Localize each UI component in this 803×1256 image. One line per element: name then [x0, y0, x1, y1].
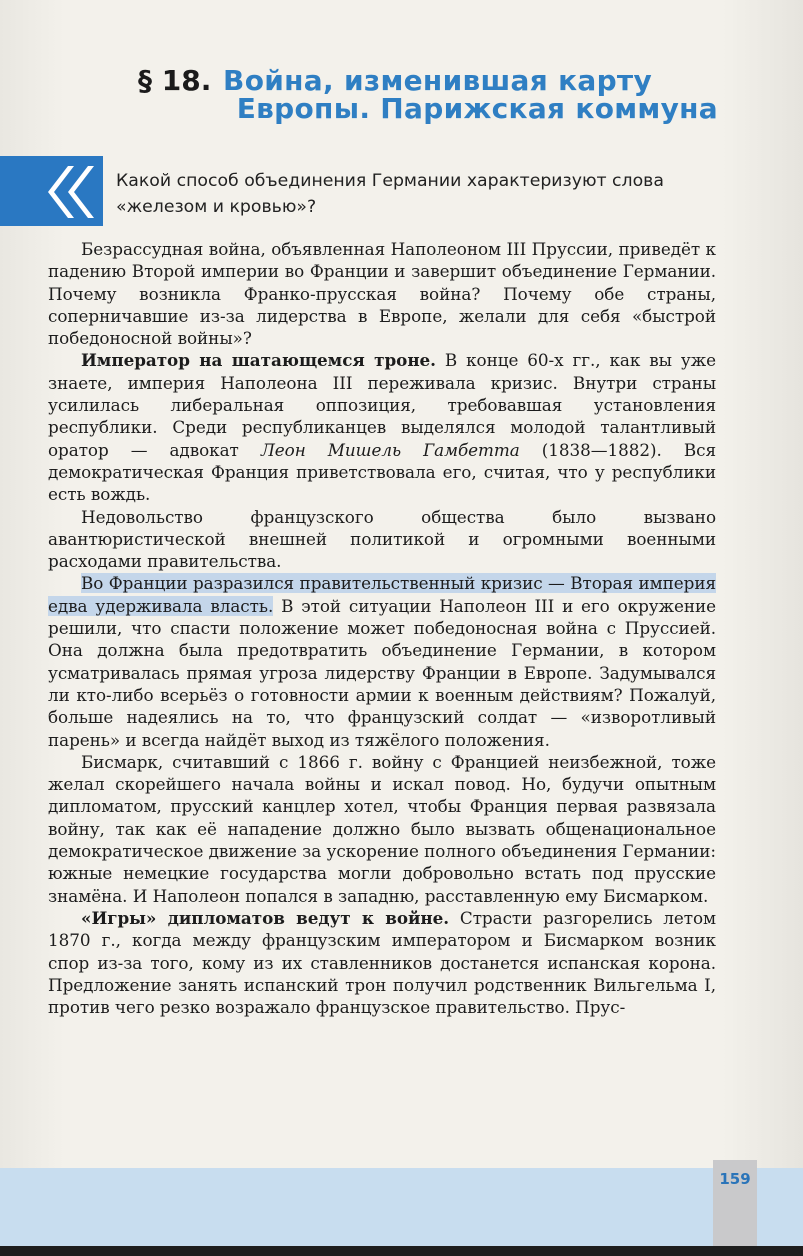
title-line-1: Война, изменившая карту — [223, 64, 652, 97]
body-text — [48, 238, 716, 1018]
subheading-emperor: Император на шатающемся троне. — [81, 350, 436, 371]
page-number: 159 — [719, 1170, 751, 1188]
person-name-gambetta: Леон Мишель Гамбетта — [260, 439, 520, 460]
paragraph-5: Бисмарк, считавший с 1866 г. войну с Францией неизбежной, тоже желал скорейшего начала войны и искал повод. Но, будучи опытным дипломатом, прусский канцлер хотел, чтобы Франция первая развязала войну, так как её нападение должно было вызвать общенациональное демократическое движение за ускорение полного объединения Германии: южные немецкие государства могли добровольно встать под прусские знамёна. И Наполеон попался в западню, расставленную ему Бисмарком. — [48, 751, 716, 906]
paragraph-6 — [48, 907, 716, 1018]
section-number: § 18. — [138, 64, 212, 97]
title-line-2: Европы. Парижская коммуна — [236, 92, 718, 125]
paragraph-4-text: В этой ситуации Наполеон III и его окружение решили, что спасти положение может победоносная война с Пруссией. Она должна была предотвратить объединение Германии, в котором усматривалась прямая угроза лидерству Франции в Европе. Задумывался ли кто-либо всерьёз о готовности армии к военным действиям? Пожалуй, больше надеялись на то, что французский солдат — «изворотливый парень» и всегда найдёт выход из тяжёлого положения. — [48, 595, 717, 750]
subheading-diplomats: «Игры» дипломатов ведут к войне. — [81, 907, 450, 928]
paragraph-2-text-a: В конце 60-х гг., как вы уже знаете, империя Наполеона III переживала кризис. Внутри страны усилилась либеральная оппозиция, требовавшая установления республики. Среди республиканцев выделялся молодой талантливый оратор — адвокат — [48, 350, 716, 460]
paragraph-2 — [48, 349, 716, 505]
intro-question-line-1: Какой способ объединения Германии характеризуют слова — [116, 171, 664, 191]
scan-edge — [0, 1246, 803, 1256]
intro-question — [116, 168, 716, 220]
intro-marker-bar — [0, 156, 103, 226]
paragraph-3: Недовольство французского общества было вызвано авантюристической внешней политикой и огромными военными расходами правительства. — [48, 506, 716, 572]
footer-band — [0, 1168, 803, 1246]
paragraph-2-text-b: (1838—1882). Вся демократическая Франция приветствовала его, считая, что у республики есть вождь. — [48, 439, 716, 505]
paragraph-1: Безрассудная война, объявленная Наполеоном III Пруссии, приведёт к падению Второй империи во Франции и завершит объединение Германии. Почему возникла Франко-прусская война? Почему обе страны, соперничавшие из-за лидерства в Европе, желали для себя «быстрой победоносной войны»? — [48, 239, 716, 349]
paragraph-4 — [48, 572, 716, 750]
highlighted-sentence: Во Франции разразился правительственный кризис — Вторая империя едва удерживала власть. — [48, 573, 716, 616]
paragraph-6-text: Страсти разгорелись летом 1870 г., когда между французским императором и Бисмарком возник спор из-за того, кому из их ставленников достанется испанская корона. Предложение занять испанский трон получил родственник Вильгельма I, против чего резко возражало французское правительство. Прус- — [48, 907, 717, 1018]
intro-question-line-2: «железом и кровью»? — [116, 197, 317, 217]
double-chevron-left-icon — [44, 164, 98, 220]
